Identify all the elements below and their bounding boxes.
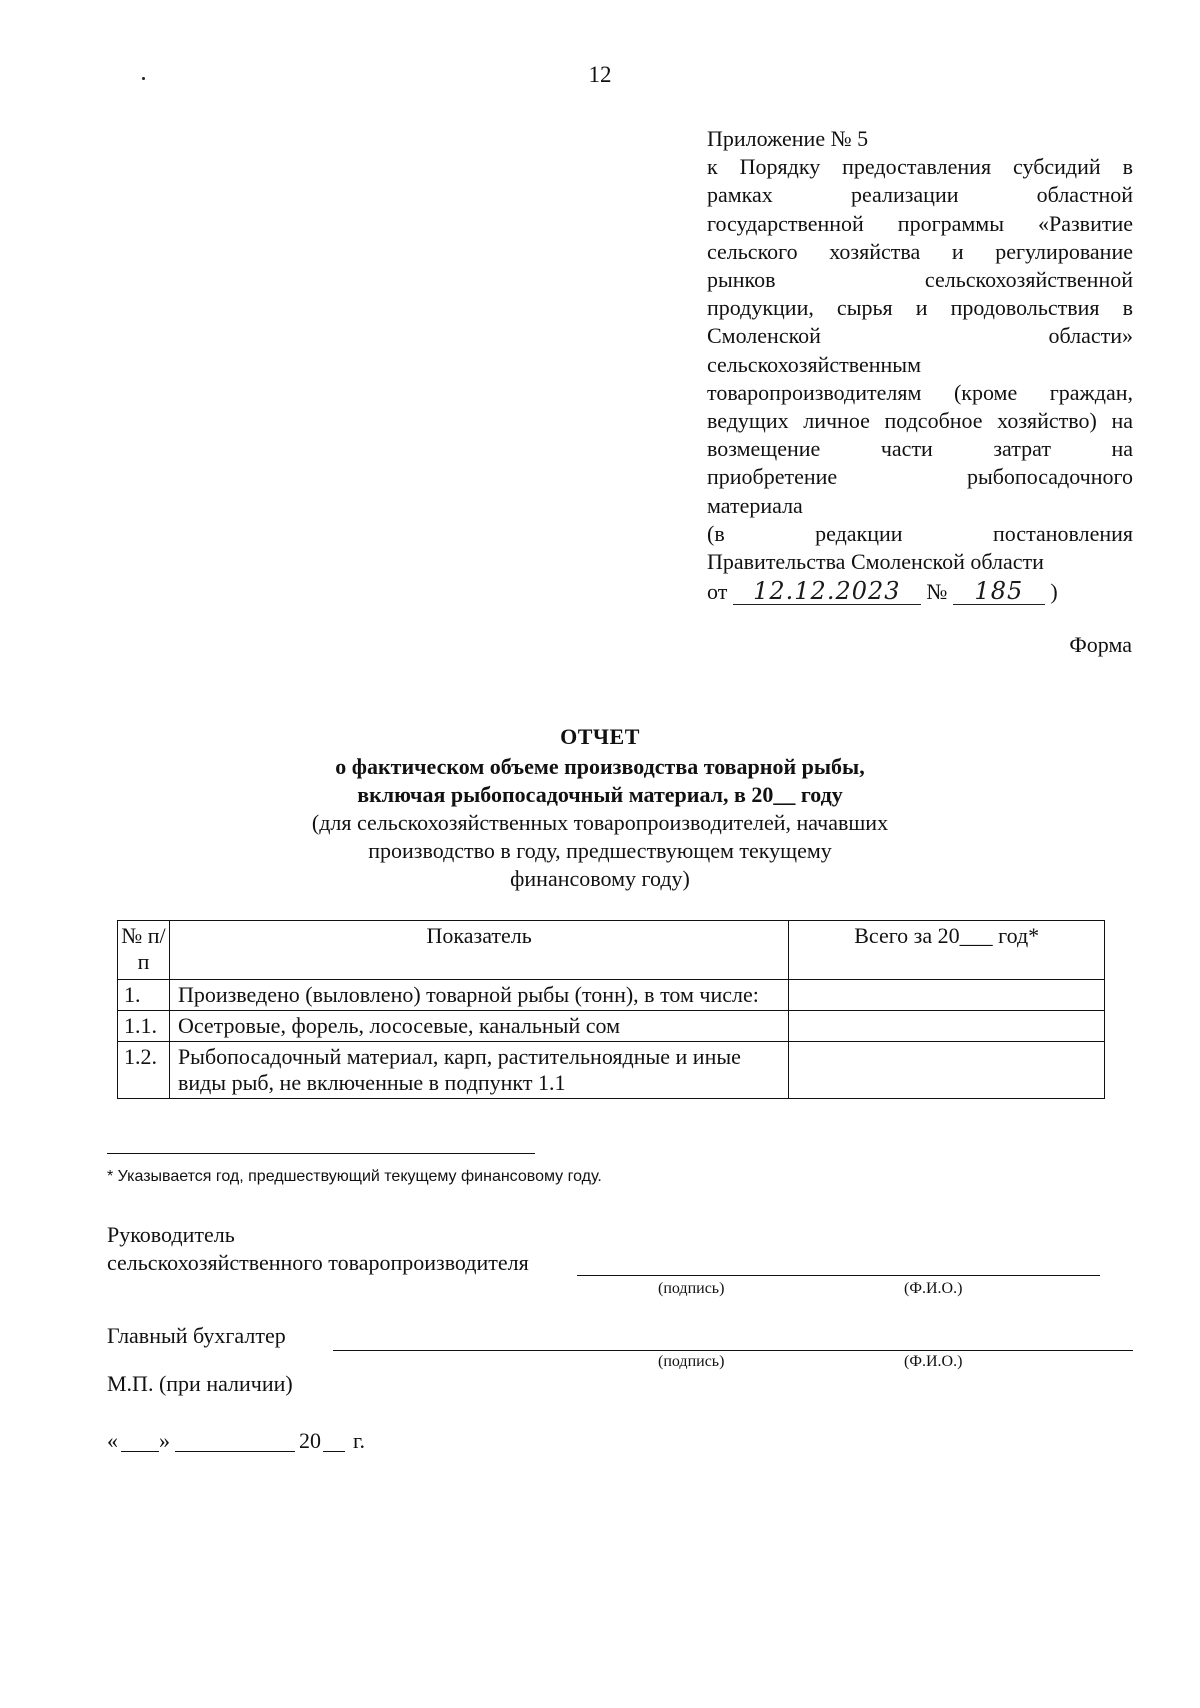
report-table: [117, 920, 1105, 1099]
head-signature-line[interactable]: [577, 1275, 1100, 1276]
date-month-blank[interactable]: [175, 1451, 295, 1452]
handwritten-date: 12.12.2023: [733, 578, 921, 605]
appendix-line: приобретение рыбопосадочного: [707, 464, 1133, 490]
date-prefix: от: [707, 579, 728, 605]
row-indicator: Произведено (выловлено) товарной рыбы (тонн), в том числе:: [169, 980, 788, 1011]
appendix-line: сельскохозяйственным: [707, 351, 921, 377]
appendix-line: товаропроизводителям (кроме граждан,: [707, 379, 1133, 405]
appendix-line: Смоленской области»: [707, 323, 1133, 349]
appendix-line: сельского хозяйства и регулирование: [707, 238, 1133, 264]
head-label-line2: сельскохозяйственного товаропроизводителя: [107, 1250, 529, 1275]
report-note-1: (для сельскохозяйственных товаропроизводителей, начавших: [311, 810, 889, 835]
page-number: 12: [588, 62, 612, 87]
appendix-line: рамках реализации областной: [707, 182, 1133, 208]
date-year-blank[interactable]: [323, 1451, 345, 1452]
row-indicator: Осетровые, форель, лососевые, канальный сом: [169, 1011, 788, 1042]
footnote: * Указывается год, предшествующий текущему финансовому году.: [107, 1168, 602, 1185]
appendix-line: Правительства Смоленской области: [707, 549, 1044, 575]
date-open-quote: «: [107, 1428, 118, 1453]
row-num: 1.2.: [118, 1042, 170, 1099]
seal-label: М.П. (при наличии): [107, 1371, 293, 1396]
date-year-prefix: 20: [299, 1428, 321, 1453]
table-row: [118, 980, 1105, 1011]
number-label: №: [926, 579, 948, 605]
date-year-suffix: г.: [353, 1428, 366, 1453]
appendix-block: [707, 125, 1133, 606]
appendix-date-line: [707, 578, 1133, 606]
appendix-line: материала: [707, 492, 803, 518]
report-subtitle-2: включая рыбопосадочный материал, в 20__ году: [357, 782, 843, 807]
appendix-line: рынков сельскохозяйственной: [707, 267, 1133, 293]
date-close-quote: »: [159, 1428, 170, 1453]
head-label-line1: Руководитель: [107, 1222, 235, 1247]
header-indicator: Показатель: [169, 921, 788, 980]
closing-parenthesis: ): [1050, 579, 1058, 605]
accountant-name-caption: (Ф.И.О.): [904, 1353, 963, 1370]
row-num: 1.1.: [118, 1011, 170, 1042]
appendix-line: государственной программы «Развитие: [707, 210, 1133, 236]
handwritten-number: 185: [953, 578, 1045, 605]
report-subtitle-1: о фактическом объеме производства товарной рыбы,: [335, 754, 865, 779]
report-note-2: производство в году, предшествующем текущему: [368, 838, 832, 863]
appendix-lines: [707, 153, 1133, 576]
report-title: ОТЧЕТ: [560, 724, 640, 749]
appendix-line: ведущих личное подсобное хозяйство) на: [707, 408, 1133, 434]
accountant-signature-caption: (подпись): [658, 1353, 725, 1370]
row-indicator: Рыбопосадочный материал, карп, растительноядные и иные виды рыб, не включенные в подпункт 1.1: [169, 1042, 788, 1099]
appendix-line: возмещение части затрат на: [707, 436, 1133, 462]
date-line: [107, 1427, 507, 1459]
footnote-separator: [107, 1153, 535, 1154]
report-title-block: [0, 723, 1200, 893]
appendix-line: (в редакции постановления: [707, 520, 1133, 546]
scan-speck: [142, 77, 145, 80]
appendix-title: Приложение № 5: [707, 126, 869, 151]
report-note-3: финансовому году): [510, 866, 690, 891]
date-day-blank[interactable]: [121, 1451, 159, 1452]
header-num: № п/п: [118, 921, 170, 980]
table-row: [118, 1011, 1105, 1042]
header-total: Всего за 20___ год*: [789, 921, 1105, 980]
table-row: [118, 1042, 1105, 1099]
row-total-cell[interactable]: [789, 980, 1105, 1011]
row-total-cell[interactable]: [789, 1011, 1105, 1042]
appendix-line: продукции, сырья и продовольствия в: [707, 295, 1133, 321]
row-total-cell[interactable]: [789, 1042, 1105, 1099]
accountant-label: Главный бухгалтер: [107, 1323, 286, 1348]
head-name-caption: (Ф.И.О.): [904, 1280, 963, 1297]
form-label: Форма: [1069, 632, 1132, 657]
table-header-row: [118, 921, 1105, 980]
appendix-line: к Порядку предоставления субсидий в: [707, 154, 1133, 180]
row-num: 1.: [118, 980, 170, 1011]
head-signature-caption: (подпись): [658, 1280, 725, 1297]
accountant-signature-line[interactable]: [333, 1350, 1133, 1351]
